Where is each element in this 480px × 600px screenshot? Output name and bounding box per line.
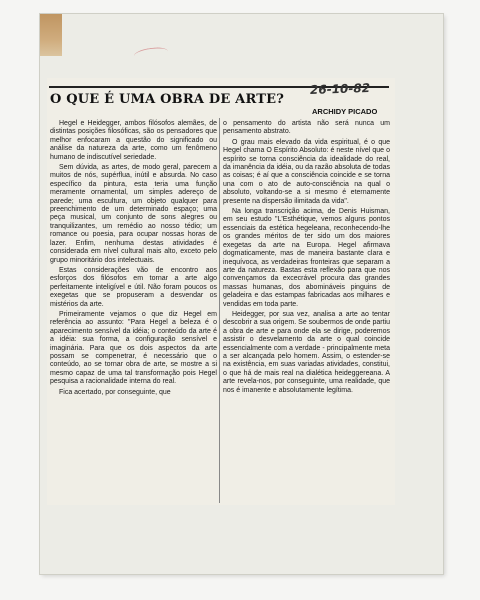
article-column-1 [50,120,217,399]
author-byline: ARCHIDY PICADO [312,107,378,116]
paragraph: Estas considerações vão de encontro aos esforços dos filósofos em tornar a arte algo perfeitamente inteligível e útil. Não foram poucos os exegetas que se propuseram a desvendar os mistérios da arte. [50,266,217,308]
paragraph: Sem dúvida, as artes, de modo geral, parecem a muitos de nós, supérflua, inútil e absurda. No caso específico da pintura, esta teria uma função meramente ornamental, um simples adereço de parede; uma escultura, um objeto qualquer para preenchimento de um determinado espaço; uma peça musical, um conjunto de sons alegres ou tranquilizantes, um remédio ao nosso tédio; um romance ou poesia, para ocupar nossas horas de lazer. Enfim, nenhuma destas atividades é considerada em nível cultural mais alto, exceto pelo grupo minoritário dos intelectuais. [50,164,217,264]
paragraph: Na longa transcrição acima, de Denis Huisman, em seu estudo "L'Esthétique, vemos alguns pontos essenciais da estética hegeleana, reconhecendo-lhe os grandes méritos de ter sido um dos maiores exegetas da arte na Europa. Hegel afirmava dogmaticamente, mas de maneira bastante clara e inequívoca, as verdadeiras fronteiras que separam a arte da natureza. Bastas esta reflexão para que nos convençamos da excecrável procura das grandes massas humanas, dos abomináveis pinguins de geladeira e das estampas fabricadas aos milhares e vendidas em toda parte. [223,208,390,308]
column-divider [219,118,220,503]
article-headline: O QUE É UMA OBRA DE ARTE? [50,92,285,107]
paragraph: Hegel e Heidegger, ambos filósofos alemães, de distintas posições filosóficas, são os pensadores que melhor enfocaram a questão do significado ou análise da natureza da arte, como um fenômeno humano de indiscutível seriedade. [50,120,217,161]
article-column-2 [223,120,390,397]
paragraph: O grau mais elevado da vida espiritual, é o que Hegel chama O Espírito Absoluto: é neste nível que o espírito se torna consciência da idealidade do real, da imanência da idéia, ou da razão absoluta de todas as coisas; é aí que a consciência coincide e se torna una com o ato de auto-consciência na qual o absoluto, voltando-se a si mesmo é eternamente presente na dispersão ilimitada da vida". [223,138,390,205]
handwritten-date: 26-10-82 [309,80,371,98]
paragraph: o pensamento do artista não será nunca um pensamento abstrato. [223,120,390,136]
tape-stain [40,14,62,56]
paragraph: Heidegger, por sua vez, analisa a arte ao tentar descobrir a sua origem. Se soubermos de onde partiu a obra de arte e para onde ela se dirige, poderemos assistir o desvelamento da arte o qual coincide essencialmente com a verdade - principalmente meta a ser alcançada pelo homem. Assim, o estender-se na existência, em suas variadas atividades, constitui, o que há de mais real na dialética heideggereana. A arte revela-nos, por conseguinte, uma realidade, que nos é imanente e absolutamente legítima. [223,310,390,394]
paragraph: Fica acertado, por conseguinte, que [59,388,171,396]
paragraph: Primeiramente vejamos o que diz Hegel em referência ao assunto: "Para Hegel a beleza é o aparecimento sensível da idéia; o conteúdo da arte é a idéia: sua forma, a configuração sensível e imaginária. Para que os dois aspectos da arte possam se compenetrar, é necessário que o conteúdo, ao se tornar obra de arte, se mostre a si mesmo capaz de uma tal transformação pois Hegel pesquisa a racionalidade interna do real. [50,310,217,386]
